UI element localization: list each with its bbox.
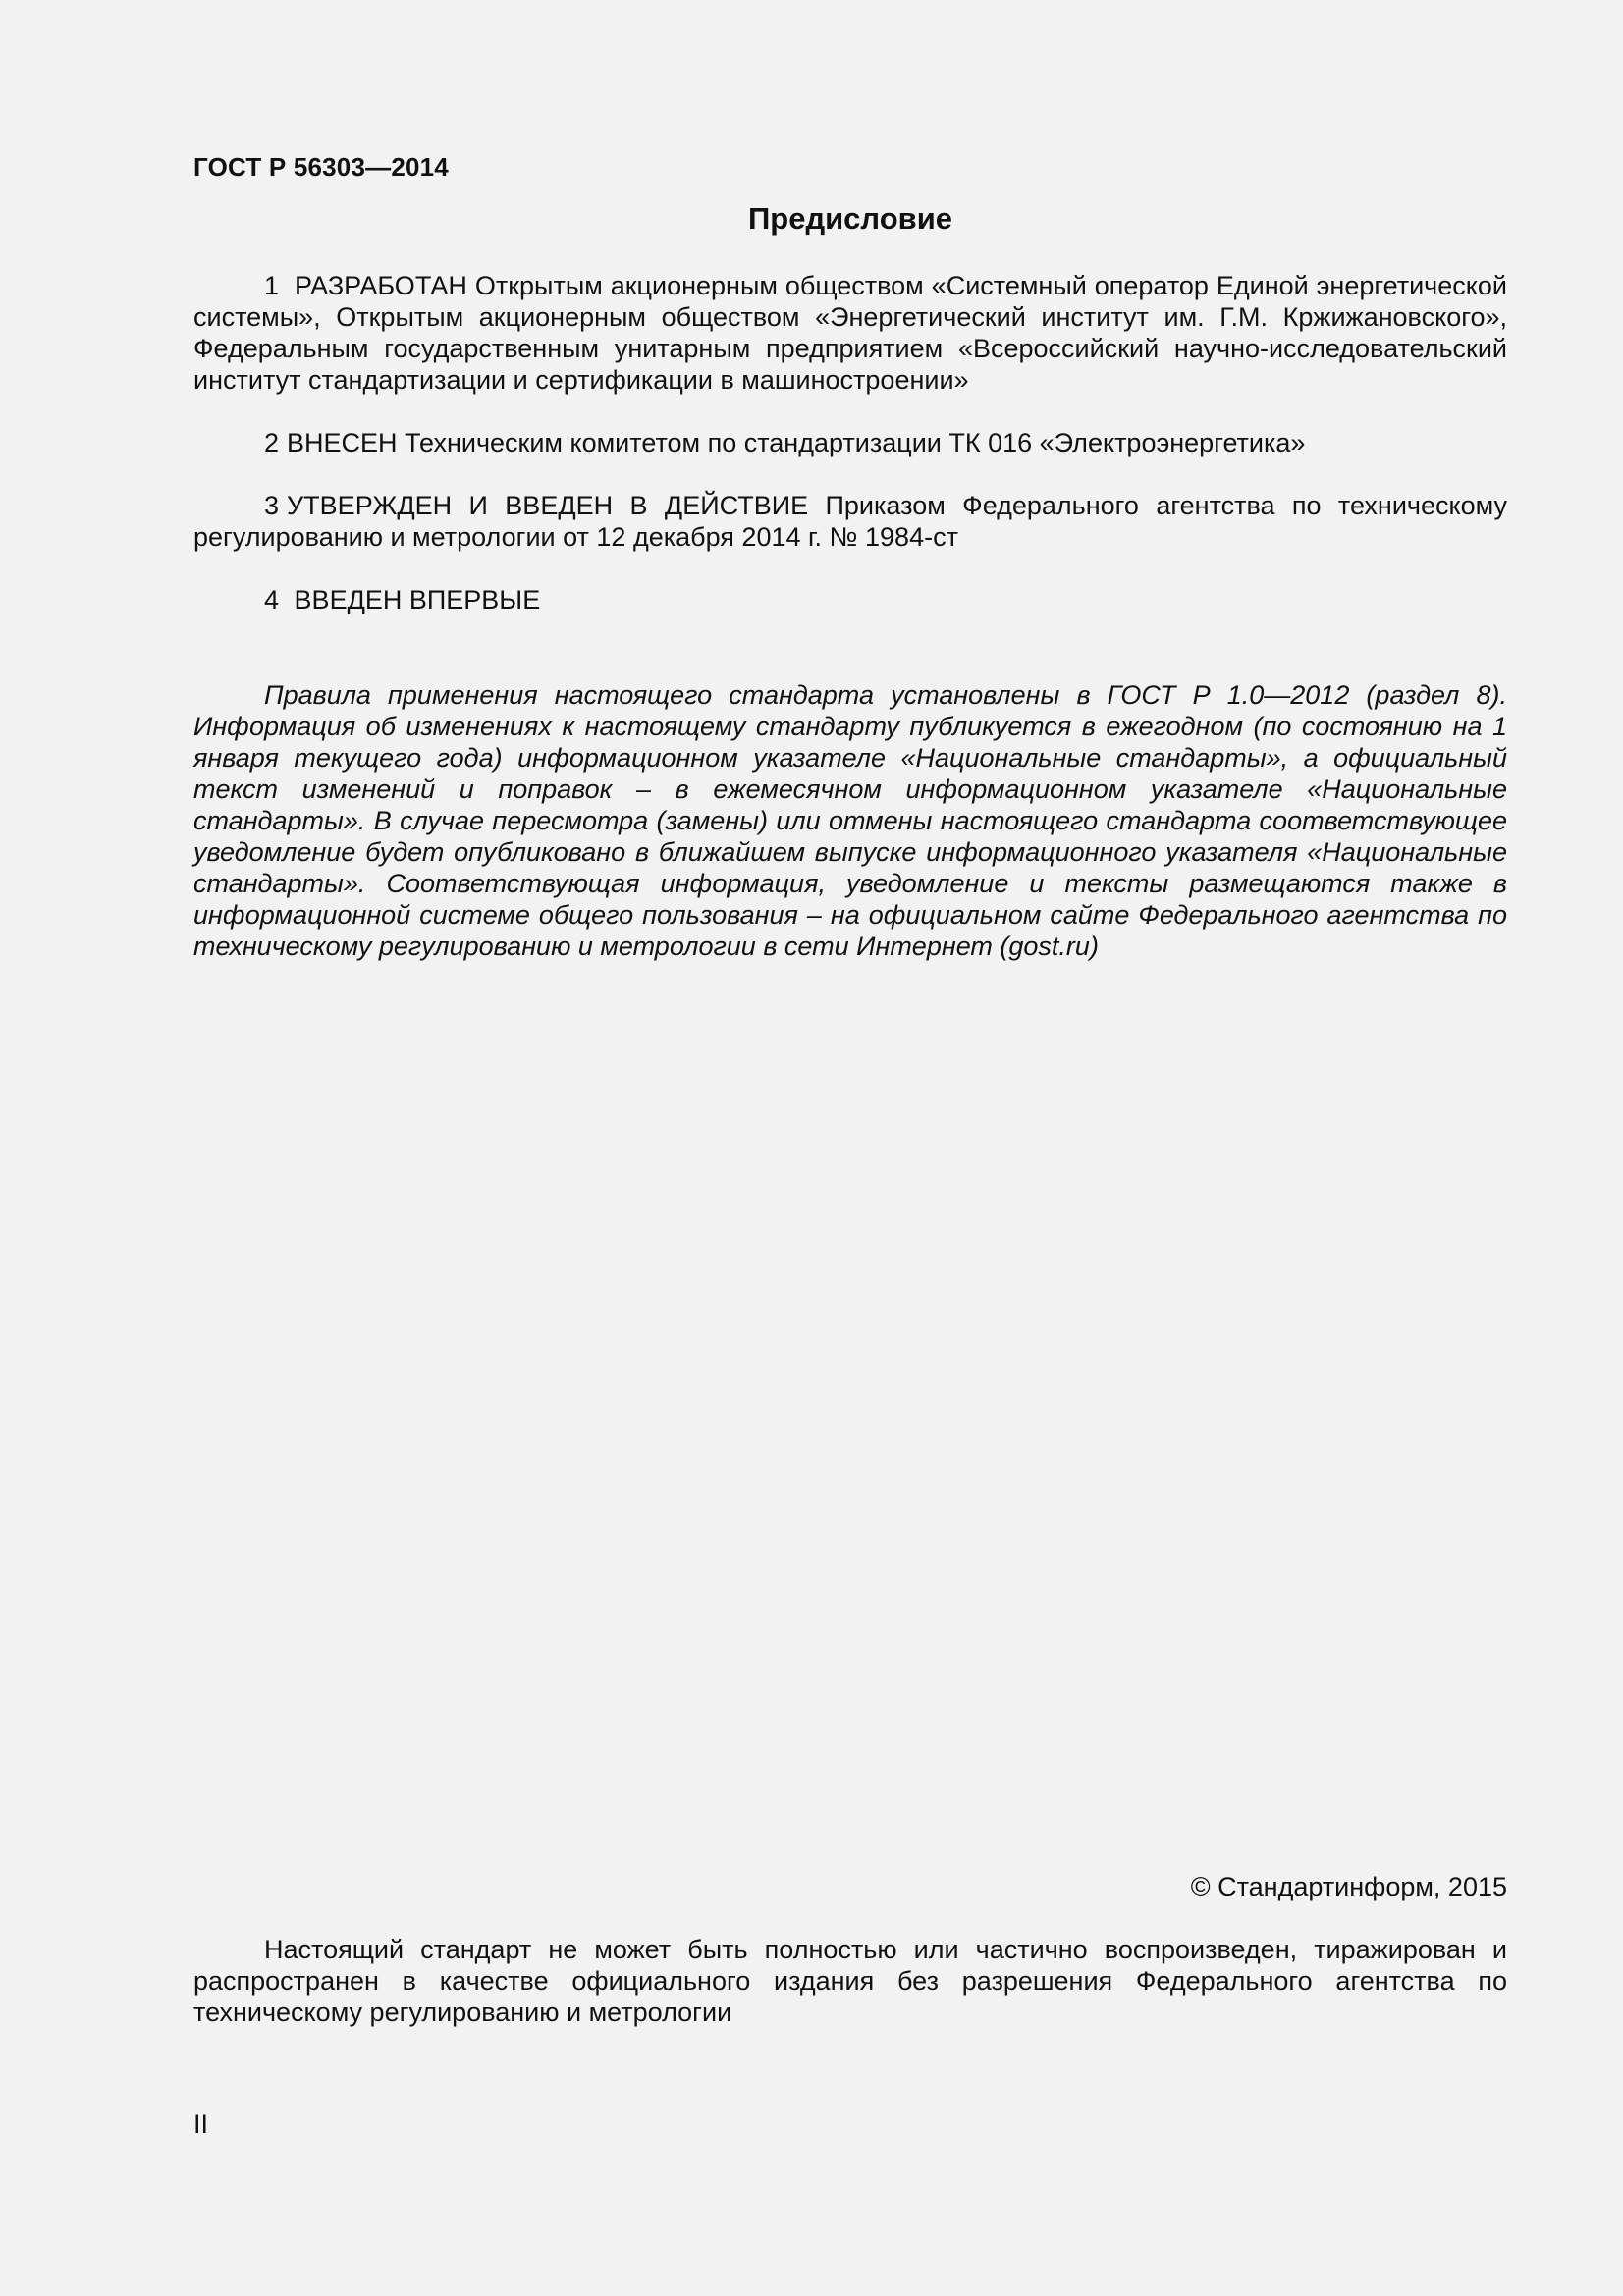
preface-title: Предисловие — [747, 201, 952, 236]
preface-item-number: 3 — [264, 491, 280, 520]
preface-item-text: УТВЕРЖДЕН И ВВЕДЕН В ДЕЙСТВИЕ Приказом Федерального агентства по техническому регулированию и метрологии от 12 декабря 2014 г. № 1984-ст — [193, 491, 1507, 552]
preface-item-number: 1 — [264, 271, 280, 300]
preface-item-text: ВНЕСЕН Техническим комитетом по стандартизации ТК 016 «Электроэнергетика» — [287, 428, 1306, 457]
document-code: ГОСТ Р 56303—2014 — [193, 152, 449, 182]
preface-item-3 — [193, 490, 1507, 553]
preface-item-number: 4 — [264, 585, 280, 614]
document-page — [193, 0, 1507, 2296]
preface-item-text: ВВЕДЕН ВПЕРВЫЕ — [294, 585, 541, 614]
preface-item-text: РАЗРАБОТАН Открытым акционерным обществом «Системный оператор Единой энергетической системы», Открытым акционерным обществом «Энергетический институт им. Г.М. Кржижановского», Федеральным государственным унитарным предприятием «Всероссийский научно-исследовательский институт стандартизации и сертификации в машиностроении» — [193, 271, 1507, 395]
preface-item-2 — [193, 427, 1507, 458]
rules-note: Правила применения настоящего стандарта установлены в ГОСТ Р 1.0—2012 (раздел 8). Информация об изменениях к настоящему стандарту публикуется в ежегодном (по состоянию на 1 января текущего года) информационном указателе «Национальные стандарты», а официальный текст изменений и поправок – в ежемесячном информационном указателе «Национальные стандарты». В случае пересмотра (замены) или отмены настоящего стандарта соответствующее уведомление будет опубликовано в ближайшем выпуске информационного указателя «Национальные стандарты». Соответствующая информация, уведомление и тексты размещаются также в информационной системе общего пользования – на официальном сайте Федерального агентства по техническому регулированию и метрологии в сети Интернет (gost.ru) — [193, 680, 1507, 961]
copyright-notice: © Стандартинформ, 2015 — [1190, 1872, 1507, 1901]
preface-item-4 — [193, 584, 1507, 615]
preface-item-number: 2 — [264, 428, 280, 457]
page-number: II — [193, 2109, 209, 2139]
reproduction-notice: Настоящий стандарт не может быть полностью или частично воспроизведен, тиражирован и распространен в качестве официального издания без разрешения Федерального агентства по техническому регулированию и метрологии — [193, 1935, 1507, 2027]
preface-item-1 — [193, 270, 1507, 396]
